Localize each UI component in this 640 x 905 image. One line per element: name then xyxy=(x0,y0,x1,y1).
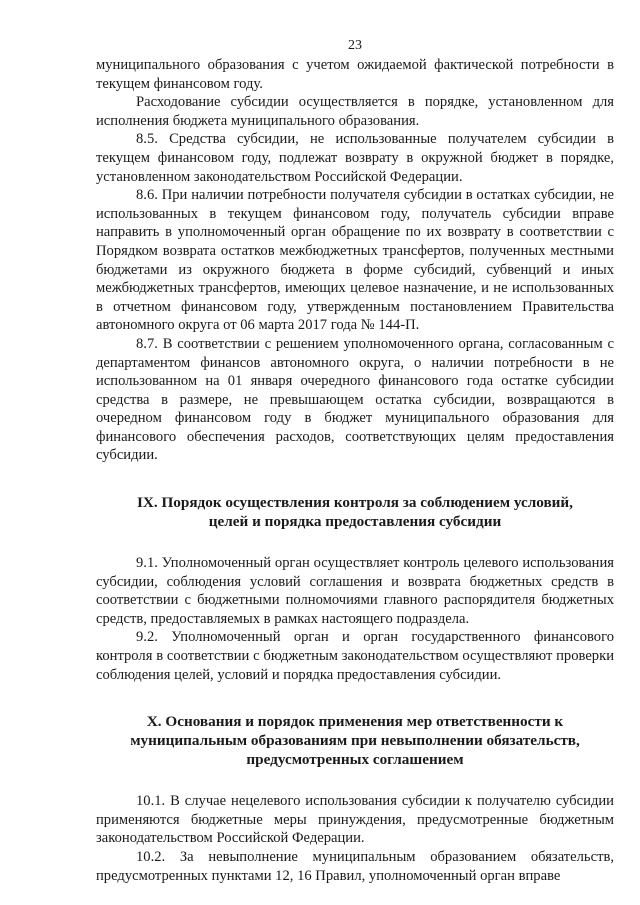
spacer xyxy=(96,531,614,554)
paragraph-9-1: 9.1. Уполномоченный орган осуществляет контроль целевого использования субсидии, соблюдения условий соглашения и возврата бюджетных средств в соответствии с бюджетными полномочиями главного распорядителя бюджетных средств, предоставляемых в рамках настоящего подраздела. xyxy=(96,555,614,627)
page-number: 23 xyxy=(348,38,362,53)
section-heading-ix-line-1: IX. Порядок осуществления контроля за соблюдением условий, xyxy=(137,494,573,512)
paragraph-continuation: муниципального образования с учетом ожидаемой фактической потребности в текущем финансовом году. xyxy=(96,57,614,92)
paragraph-9-2: 9.2. Уполномоченный орган и орган государственного финансового контроля в соответствии с бюджетным законодательством осуществляют проверки соблюдения целей, условий и порядка предоставления субсидии. xyxy=(96,629,614,683)
paragraph-10-1: 10.1. В случае нецелевого использования субсидии к получателю субсидии применяются бюджетные меры принуждения, предусмотренные бюджетным законодательством Российской Федерации. xyxy=(96,793,614,847)
section-heading-x-line-3: предусмотренных соглашением xyxy=(246,751,464,769)
document-body xyxy=(96,56,614,885)
paragraph-subsidy-spending: Расходование субсидии осуществляется в порядке, установленном для исполнения бюджета муниципального образования. xyxy=(96,94,614,129)
section-heading-ix-line-2: целей и порядка предоставления субсидии xyxy=(208,513,502,531)
paragraph-10-2: 10.2. За невыполнение муниципальным образованием обязательств, предусмотренных пунктами 12, 16 Правил, уполномоченный орган вправе xyxy=(96,849,614,884)
section-heading-x-line-2: муниципальным образованиям при невыполнении обязательств, xyxy=(130,732,580,750)
section-heading-x-line-1: X. Основания и порядок применения мер ответственности к xyxy=(146,713,564,731)
paragraph-8-5: 8.5. Средства субсидии, не использованные получателем субсидии в текущем финансовом году, подлежат возврату в окружной бюджет в порядке, установленном законодательством Российской Федерации. xyxy=(96,131,614,185)
paragraph-8-6: 8.6. При наличии потребности получателя субсидии в остатках субсидии, не использованных в текущем финансовом году, получатель субсидии вправе направить в уполномоченный орган обращение по их возврату в соответствии с Порядком возврата остатков межбюджетных трансфертов, полученных местными бюджетами из окружного бюджета в форме субсидий, субвенций и иных межбюджетных трансфертов, имеющих целевое назначение, и не использованных в отчетном финансовом году, утвержденным постановлением Правительства автономного округа от 06 марта 2017 года № 144-П. xyxy=(96,187,614,334)
spacer xyxy=(96,684,614,712)
spacer xyxy=(96,465,614,493)
paragraph-8-7: 8.7. В соответствии с решением уполномоченного органа, согласованным с департаментом финансов автономного округа, о наличии потребности в не использованном на 01 января очередного финансового года остатке субсидии средства в размере, не превышающем остатка субсидии, возвращаются в очередном финансовом году в бюджет муниципального образования для финансового обеспечения расходов, соответствующих целям предоставления субсидии. xyxy=(96,335,614,464)
spacer xyxy=(96,769,614,792)
